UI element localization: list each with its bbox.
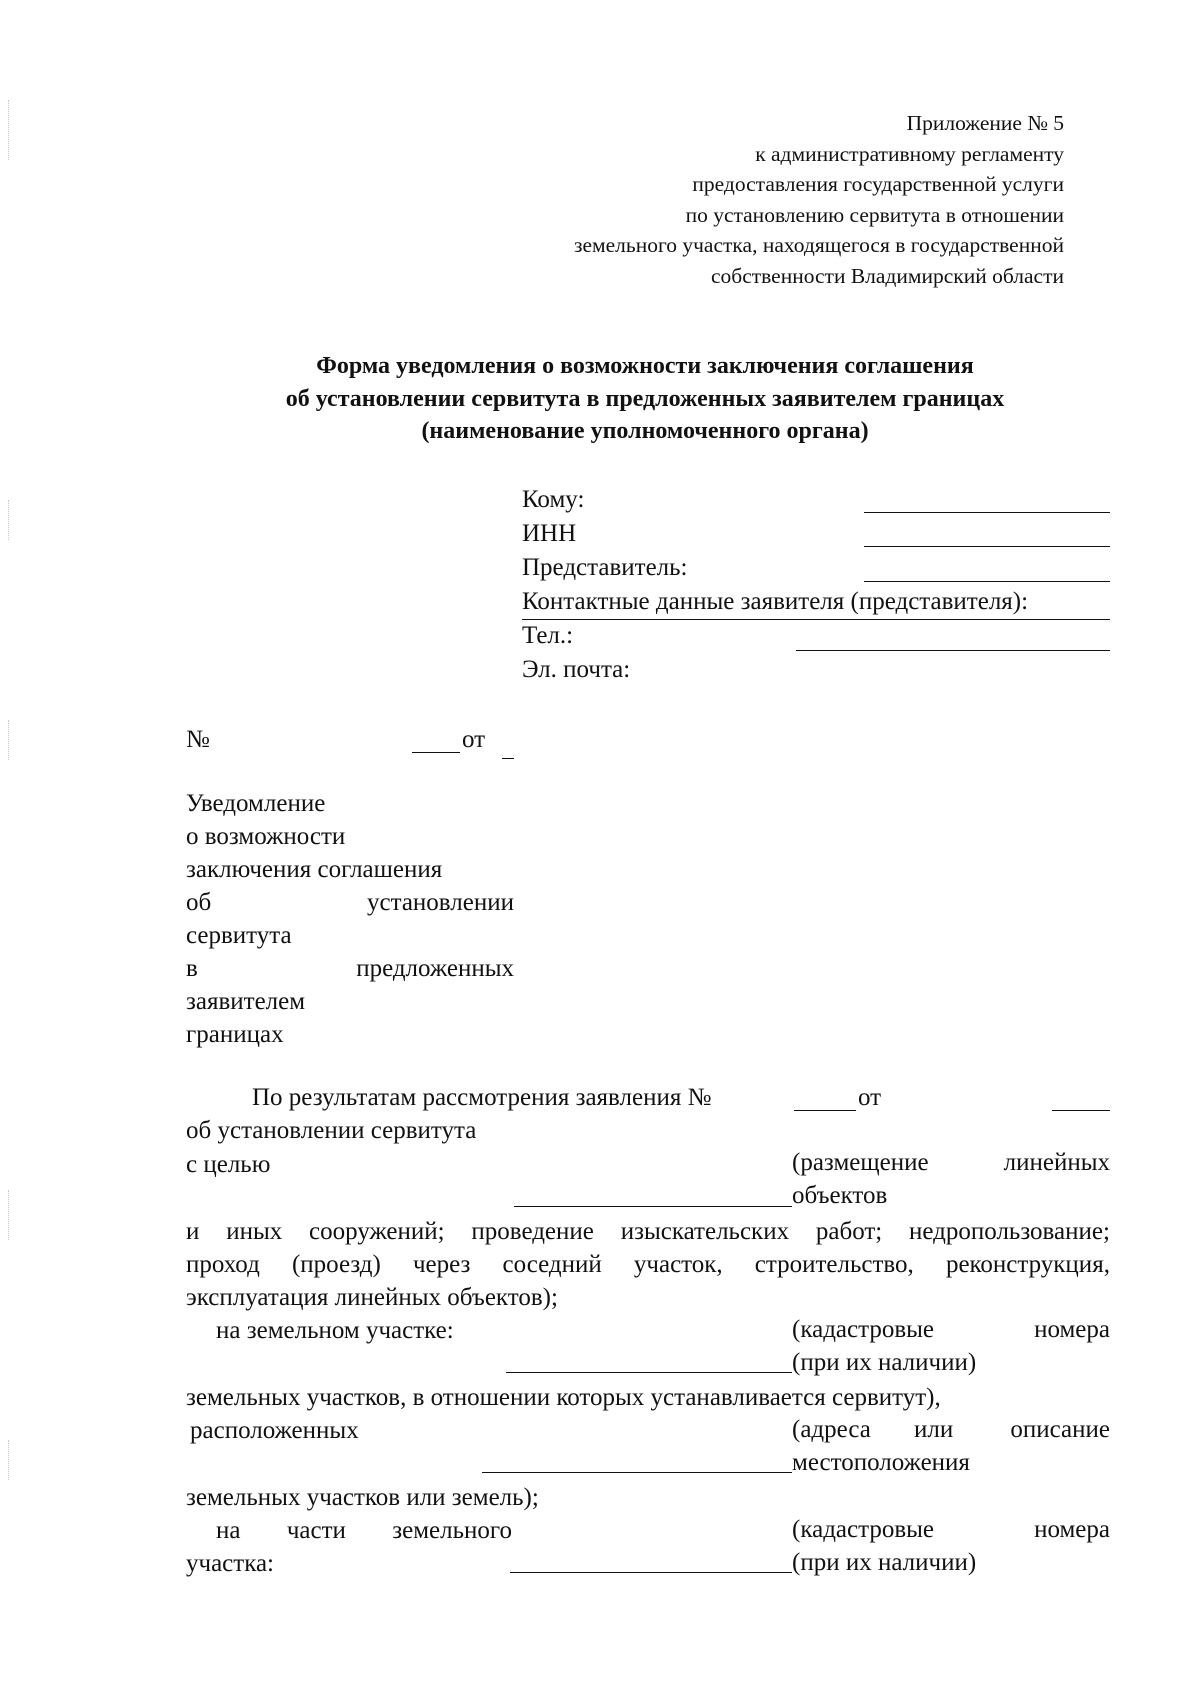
appendix-header [574,108,1064,292]
notice-heading-word: в [186,955,198,982]
purpose-label: с целью [186,1151,271,1178]
application-date-field[interactable] [1052,1110,1110,1111]
body-para2: земельных участков, в отношении которых устанавливается сервитут), [186,1384,941,1411]
title-line: (наименование уполномоченного органа) [421,418,869,444]
appendix-line: земельного участка, находящегося в государственной [573,233,1064,258]
address-field[interactable] [482,1472,792,1473]
scan-margin-mark [8,100,11,160]
scan-margin-mark [8,500,11,540]
part-cadastral-hint: (кадастровые [792,1516,935,1543]
recipient-phone-label: Тел.: [522,622,574,649]
body-word: изыскательских [620,1218,790,1245]
located-label: расположенных [190,1417,359,1444]
body-word: участок, [633,1251,723,1278]
body-word: реконструкция, [945,1251,1110,1278]
title-line: об установлении сервитута в предложенных заявителем границах [285,385,1005,412]
address-hint: местоположения [792,1449,970,1476]
application-number-field[interactable] [794,1110,856,1111]
body-word: сооружений; [309,1218,445,1245]
part-word: земельного [392,1517,512,1544]
body-word: иных [226,1218,283,1245]
notice-heading-line: сервитута [186,922,292,949]
part-word: части [286,1517,346,1544]
title-line: Форма уведомления о возможности заключения соглашения [316,353,974,379]
notice-heading-word: об [186,889,212,916]
recipient-to-field[interactable] [864,512,1110,513]
body-para1-line [186,1251,1110,1279]
body-word: (проезд) [291,1251,381,1278]
cadastral-hint: (при их наличии) [792,1349,977,1376]
cadastral-field[interactable] [506,1372,792,1373]
number-from-label: от [462,726,486,753]
part-word: участка: [186,1550,275,1577]
number-sign: № [186,726,210,753]
recipient-to-label: Кому: [522,486,585,513]
body-para3: земельных участков или земель); [186,1484,539,1511]
part-cadastral-hint: (при их наличии) [792,1549,977,1576]
body-word: недропользование; [909,1218,1110,1245]
part-cadastral-field[interactable] [510,1572,792,1573]
body-word: работ; [815,1218,883,1245]
number-field[interactable] [412,752,460,753]
notice-heading-line: границах [186,1021,284,1048]
recipient-contact-label: Контактные данные заявителя (представителя): [522,588,1029,615]
address-hint: или [914,1416,954,1443]
recipient-representative-label: Представитель: [522,554,688,581]
notice-heading-word: предложенных [356,955,514,982]
address-hint: (адреса [792,1416,871,1443]
appendix-line: к административному регламенту [755,141,1064,166]
notice-heading-line: заключения соглашения [186,856,443,883]
part-word: на [216,1517,241,1544]
recipient-representative-field[interactable] [864,581,1110,582]
appendix-line: собственности Владимирский области [710,263,1064,288]
document-title [0,350,1200,448]
body-line2: об установлении сервитута [186,1117,477,1144]
cadastral-hint: (кадастровые [792,1316,935,1343]
notice-heading-line: Уведомление [186,790,326,817]
body-para1-line [186,1218,1110,1246]
body-word: проход [186,1251,260,1278]
notice-heading-line: о возможности [186,823,346,850]
notice-heading-word: установлении [367,889,514,916]
recipient-inn-label: ИНН [522,520,577,547]
purpose-hint: (размещение [792,1149,929,1176]
body-word: проведение [471,1218,594,1245]
body-line1-from: от [858,1084,882,1111]
land-label: на земельном участке: [216,1317,454,1344]
body-para1-line: эксплуатация линейных объектов); [186,1284,558,1311]
scan-margin-mark [8,720,11,760]
cadastral-hint: номера [1034,1316,1110,1343]
recipient-phone-field[interactable] [796,650,1110,651]
part-label [216,1517,512,1545]
body-word: строительство, [754,1251,914,1278]
purpose-hint: линейных [1003,1149,1110,1176]
purpose-field[interactable] [514,1206,792,1207]
body-word: через [412,1251,471,1278]
notice-heading-line: заявителем [186,988,306,1015]
recipient-contact-field[interactable] [522,619,1110,620]
appendix-line: по установлению сервитута в отношении [685,202,1064,227]
appendix-line: предоставления государственной услуги [692,172,1064,197]
recipient-inn-field[interactable] [864,546,1110,547]
scan-margin-mark [8,1190,11,1240]
address-hint: описание [1010,1416,1110,1443]
appendix-line: Приложение № 5 [906,111,1064,135]
recipient-email-label: Эл. почта: [522,656,631,683]
body-word: и [186,1218,200,1245]
purpose-hint: объектов [792,1182,888,1209]
body-word: соседний [502,1251,602,1278]
scan-margin-mark [8,1440,11,1480]
part-cadastral-hint: номера [1034,1516,1110,1543]
body-line1: По результатам рассмотрения заявления № [252,1084,712,1111]
number-date-field[interactable] [502,758,514,759]
